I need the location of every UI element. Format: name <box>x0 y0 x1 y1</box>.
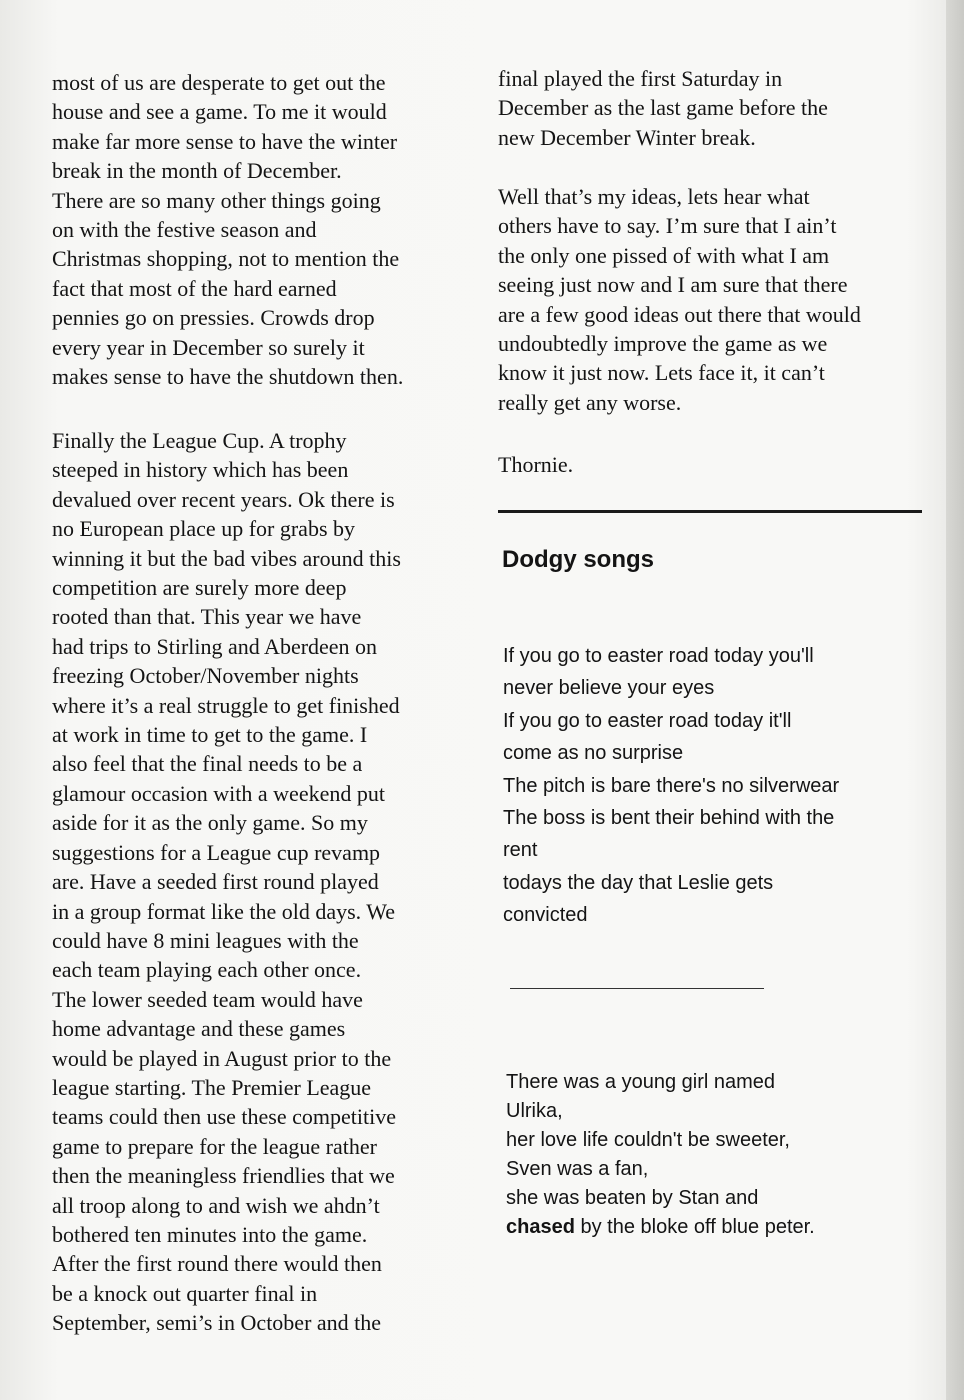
text-line: There are so many other things going <box>52 187 381 213</box>
league-cup-paragraph <box>52 426 401 1338</box>
text-line: teams could then use these competitive <box>52 1104 396 1130</box>
ideas-paragraph <box>498 182 861 417</box>
text-line: The lower seeded team would have <box>52 986 363 1012</box>
text-line: her love life couldn't be sweeter, <box>506 1129 790 1151</box>
text-line: the only one pissed of with what I am <box>498 242 830 268</box>
text-line: The pitch is bare there's no silverwear <box>503 774 840 797</box>
text-line: be a knock out quarter final in <box>52 1280 318 1306</box>
section-divider <box>498 510 922 513</box>
text-line: After the first round there would then <box>52 1251 382 1277</box>
text-line: Christmas shopping, not to mention the <box>52 246 400 272</box>
text-line: could have 8 mini leagues with the <box>52 927 359 953</box>
text-line: no European place up for grabs by <box>52 516 356 542</box>
text-line: know it just now. Lets face it, it can’t <box>498 360 825 386</box>
text-line: never believe your eyes <box>503 677 715 700</box>
text-line: December as the last game before the <box>498 95 828 121</box>
text-line: every year in December so surely it <box>52 334 365 360</box>
text-line: where it’s a real struggle to get finished <box>52 692 400 718</box>
page-binding-edge <box>946 0 964 1400</box>
line-rest: by the bloke off blue peter. <box>574 1216 815 1238</box>
text-line: each team playing each other once. <box>52 957 362 983</box>
text-line: she was beaten by Stan and <box>506 1187 759 1209</box>
limerick <box>506 1068 815 1242</box>
text-line: break in the month of December. <box>52 158 342 184</box>
text-line: then the meaningless friendlies that we <box>52 1163 395 1189</box>
text-line: Ulrika, <box>506 1100 563 1122</box>
text-line: glamour occasion with a weekend put <box>52 780 385 806</box>
text-line: rent <box>503 839 538 862</box>
text-line: at work in time to get to the game. I <box>52 722 368 748</box>
text-line: Sven was a fan, <box>506 1158 649 1180</box>
text-line: Well that’s my ideas, lets hear what <box>498 184 810 209</box>
section-heading: Dodgy songs <box>502 546 655 573</box>
text-line: house and see a game. To me it would <box>52 99 387 125</box>
text-line: pennies go on pressies. Crowds drop <box>52 305 375 331</box>
text-line: come as no surprise <box>503 742 684 765</box>
text-line: undoubtedly improve the game as we <box>498 331 828 357</box>
text-line: devalued over recent years. Ok there is <box>52 486 395 512</box>
text-line: others have to say. I’m sure that I ain’t <box>498 213 837 239</box>
text-line: The boss is bent their behind with the <box>503 807 835 830</box>
final-paragraph <box>498 64 828 152</box>
text-line: If you go to easter road today it'll <box>503 709 792 732</box>
song-lyrics <box>503 640 839 932</box>
text-line: winning it but the bad vibes around this <box>52 545 401 571</box>
text-line: make far more sense to have the winter <box>52 128 398 154</box>
text-line: all troop along to and wish we ahdn’t <box>52 1192 380 1218</box>
text-line: would be played in August prior to the <box>52 1045 392 1071</box>
text-line: competition are surely more deep <box>52 575 347 601</box>
winter-break-paragraph <box>52 68 403 391</box>
text-line: game to prepare for the league rather <box>52 1133 377 1159</box>
text-line: are. Have a seeded first round played <box>52 869 379 895</box>
text-line: on with the festive season and <box>52 217 317 243</box>
song-divider <box>510 988 764 989</box>
text-line: rooted than that. This year we have <box>52 604 362 630</box>
text-line: fact that most of the hard earned <box>52 275 337 301</box>
text-line: final played the first Saturday in <box>498 66 783 91</box>
text-line: Thornie. <box>498 452 574 477</box>
text-line: September, semi’s in October and the <box>52 1310 382 1336</box>
text-line: aside for it as the only game. So my <box>52 810 368 836</box>
text-line: If you go to easter road today you'll <box>503 645 814 667</box>
text-line: makes sense to have the shutdown then. <box>52 364 404 390</box>
text-line: bothered ten minutes into the game. <box>52 1221 368 1247</box>
text-line: freezing October/November nights <box>52 663 359 689</box>
text-line: really get any worse. <box>498 389 682 415</box>
text-line: There was a young girl named <box>506 1071 776 1093</box>
text-line: in a group format like the old days. We <box>52 898 396 924</box>
text-line: had trips to Stirling and Aberdeen on <box>52 633 378 659</box>
author-signature <box>498 450 573 479</box>
text-line: league starting. The Premier League <box>52 1074 372 1100</box>
bold-word: chased <box>506 1216 575 1238</box>
text-line: home advantage and these games <box>52 1016 346 1042</box>
text-line: todays the day that Leslie gets <box>503 871 774 894</box>
text-line: convicted <box>503 904 588 927</box>
text-line: most of us are desperate to get out the <box>52 70 386 95</box>
text-line: suggestions for a League cup revamp <box>52 839 381 865</box>
text-line <box>506 1213 815 1242</box>
text-line: also feel that the final needs to be a <box>52 751 363 777</box>
text-line: Finally the League Cup. A trophy <box>52 428 347 453</box>
text-line: new December Winter break. <box>498 124 756 150</box>
text-line: seeing just now and I am sure that there <box>498 272 848 298</box>
text-line: are a few good ideas out there that would <box>498 301 861 327</box>
text-line: steeped in history which has been <box>52 457 349 483</box>
